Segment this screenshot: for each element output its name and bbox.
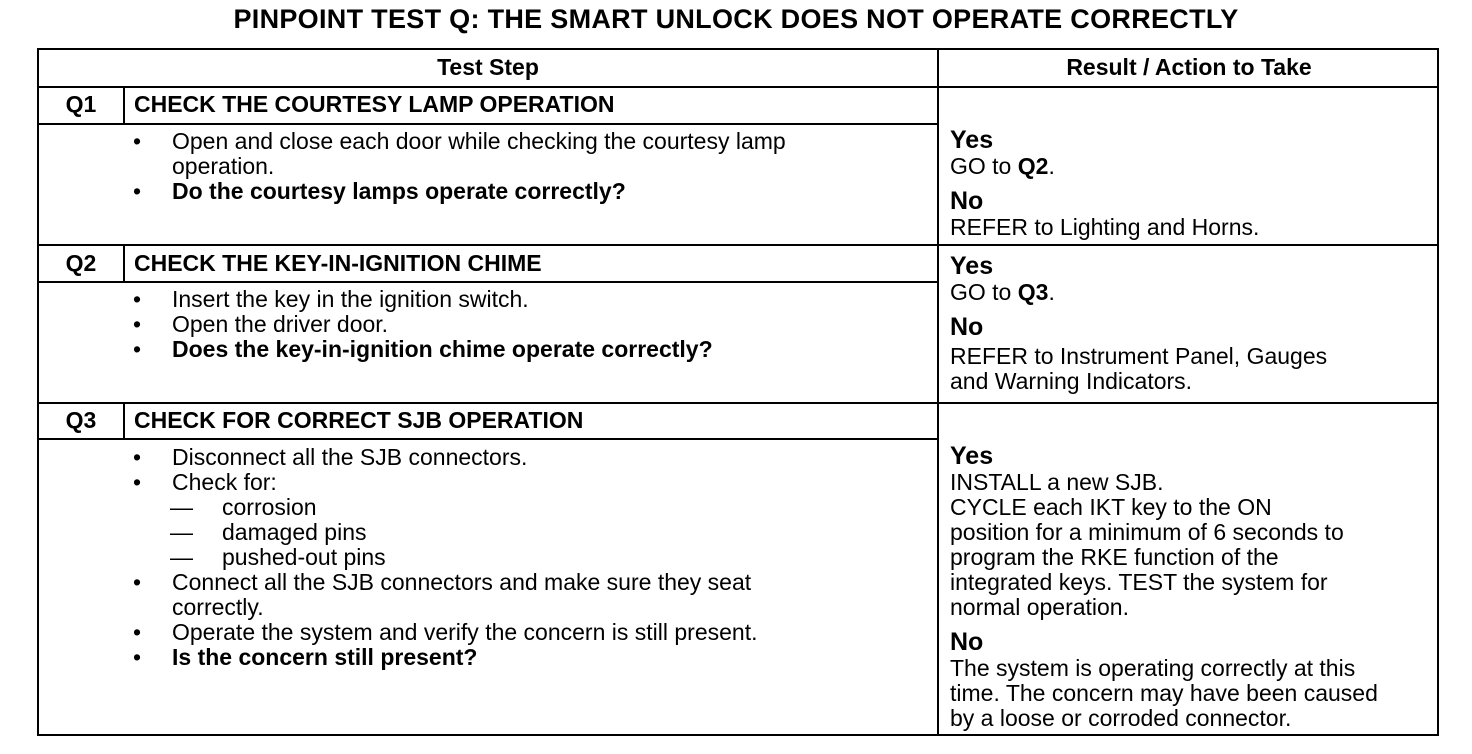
bullet-marker: • bbox=[133, 178, 142, 204]
result-q1-yes-suffix: . bbox=[1048, 153, 1055, 179]
result-q1-yes-label: Yes bbox=[950, 126, 994, 154]
step-title-q3: CHECK FOR CORRECT SJB OPERATION bbox=[134, 407, 584, 433]
result-q3-yes-line-2: CYCLE each IKT key to the ON bbox=[950, 494, 1272, 520]
bullet-marker: • bbox=[133, 644, 142, 670]
step-title-divider bbox=[39, 438, 937, 440]
step-title-divider bbox=[39, 123, 937, 125]
step-id-q3: Q3 bbox=[65, 407, 97, 433]
bullet-marker: • bbox=[133, 569, 142, 595]
bullet-marker: • bbox=[133, 469, 142, 495]
page-title: PINPOINT TEST Q: THE SMART UNLOCK DOES NOT OPERATE CORRECTLY bbox=[233, 4, 1239, 34]
result-q2-yes-prefix: GO to bbox=[950, 279, 1018, 305]
bullet-marker: • bbox=[133, 619, 142, 645]
step-q2-question: Does the key-in-ignition chime operate correctly? bbox=[172, 336, 713, 362]
row-divider bbox=[39, 402, 1439, 404]
result-q2-goto-target: Q3 bbox=[1017, 279, 1049, 305]
header-divider bbox=[39, 86, 1439, 88]
step-q3-item-4: Operate the system and verify the concern is still present. bbox=[172, 619, 758, 645]
bullet-marker: • bbox=[133, 444, 142, 470]
step-q3-item-1: Disconnect all the SJB connectors. bbox=[172, 444, 528, 470]
step-q3-item-3-line-1: Connect all the SJB connectors and make sure they seat bbox=[172, 569, 752, 595]
pinpoint-test-table bbox=[37, 48, 1439, 736]
step-q3-sub-corrosion: corrosion bbox=[222, 494, 317, 520]
step-id-divider bbox=[123, 87, 125, 124]
header-test-step: Test Step bbox=[437, 54, 539, 80]
step-id-divider bbox=[123, 245, 125, 282]
dash-marker: — bbox=[170, 519, 193, 545]
step-q2-item-2: Open the driver door. bbox=[172, 311, 389, 337]
bullet-marker: • bbox=[133, 336, 142, 362]
step-q1-question: Do the courtesy lamps operate correctly? bbox=[172, 178, 626, 204]
bullet-marker: • bbox=[133, 128, 142, 154]
result-q1-yes-prefix: GO to bbox=[950, 153, 1018, 179]
result-q2-no-label: No bbox=[950, 313, 984, 341]
step-title-q2: CHECK THE KEY-IN-IGNITION CHIME bbox=[134, 250, 542, 276]
step-title-q1: CHECK THE COURTESY LAMP OPERATION bbox=[134, 91, 615, 117]
header-result-action: Result / Action to Take bbox=[1066, 54, 1312, 80]
dash-marker: — bbox=[170, 494, 193, 520]
result-q3-no-line-3: by a loose or corroded connector. bbox=[950, 705, 1292, 731]
bullet-marker: • bbox=[133, 286, 142, 312]
result-q3-yes-line-5: integrated keys. TEST the system for bbox=[950, 569, 1328, 595]
result-q2-yes-label: Yes bbox=[950, 252, 994, 280]
step-id-q1: Q1 bbox=[65, 91, 97, 117]
result-q3-yes-line-4: program the RKE function of the bbox=[950, 544, 1279, 570]
step-id-q2: Q2 bbox=[65, 250, 97, 276]
result-q2-yes-suffix: . bbox=[1048, 279, 1055, 305]
result-q3-no-line-1: The system is operating correctly at this bbox=[950, 655, 1356, 681]
result-q2-yes-text bbox=[950, 280, 1055, 305]
result-q2-no-line-1: REFER to Instrument Panel, Gauges bbox=[950, 343, 1328, 369]
result-q3-yes-line-3: position for a minimum of 6 seconds to bbox=[950, 519, 1344, 545]
result-q3-no-line-2: time. The concern may have been caused bbox=[950, 680, 1378, 706]
step-q3-item-2: Check for: bbox=[172, 469, 277, 495]
bullet-marker: • bbox=[133, 311, 142, 337]
step-q1-item-1-line-1: Open and close each door while checking the courtesy lamp bbox=[172, 128, 786, 154]
result-q1-goto-target: Q2 bbox=[1017, 153, 1049, 179]
row-divider bbox=[39, 244, 1439, 246]
result-q3-no-label: No bbox=[950, 628, 984, 656]
result-q1-no-label: No bbox=[950, 187, 984, 215]
dash-marker: — bbox=[170, 544, 193, 570]
step-title-divider bbox=[39, 281, 937, 283]
result-q2-no-line-2: and Warning Indicators. bbox=[950, 368, 1193, 394]
step-q1-item-1-line-2: operation. bbox=[172, 153, 275, 179]
column-divider bbox=[937, 50, 939, 736]
result-q1-no-text: REFER to Lighting and Horns. bbox=[950, 214, 1260, 240]
step-q2-item-1: Insert the key in the ignition switch. bbox=[172, 286, 529, 312]
result-q3-yes-line-1: INSTALL a new SJB. bbox=[950, 469, 1164, 495]
step-id-divider bbox=[123, 403, 125, 439]
result-q3-yes-label: Yes bbox=[950, 442, 994, 470]
step-q3-sub-damaged-pins: damaged pins bbox=[222, 519, 367, 545]
step-q3-question: Is the concern still present? bbox=[172, 644, 478, 670]
result-q1-yes-text bbox=[950, 154, 1055, 179]
step-q3-item-3-line-2: correctly. bbox=[172, 594, 264, 620]
step-q3-sub-pushed-out-pins: pushed-out pins bbox=[222, 544, 386, 570]
result-q3-yes-line-6: normal operation. bbox=[950, 594, 1129, 620]
